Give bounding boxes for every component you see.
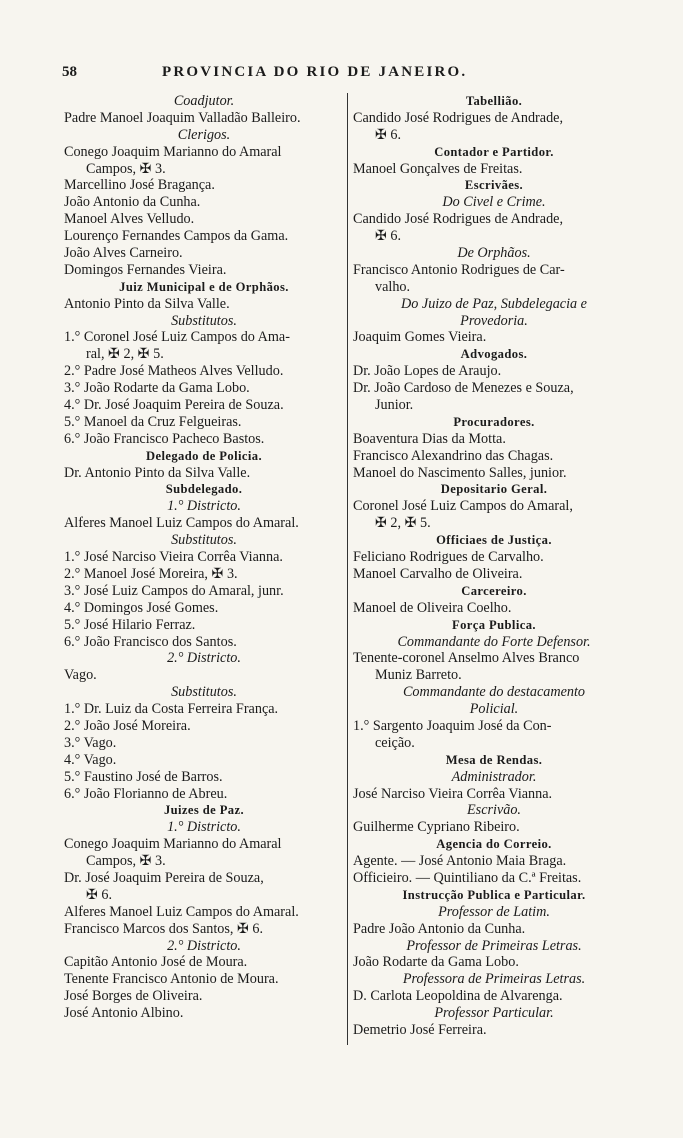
subheading: Professor Particular. xyxy=(434,1005,554,1022)
entry-line: 5.° Manoel da Cruz Felgueiras. xyxy=(64,413,242,430)
entry-line: Tenente Francisco Antonio de Moura. xyxy=(64,971,279,988)
entry-line: 4.° Domingos José Gomes. xyxy=(64,599,219,616)
section-heading: Tabellião. xyxy=(465,94,523,108)
subheading: Do Juizo de Paz, Subdelegacia e xyxy=(401,295,587,312)
subheading: Policial. xyxy=(469,701,519,718)
subheading: Substitutos. xyxy=(171,312,237,329)
entry-line: Guilherme Cypriano Ribeiro. xyxy=(353,819,520,836)
entry-line: 2.° João José Moreira. xyxy=(64,717,191,734)
entry-line: 6.° João Florianno de Abreu. xyxy=(64,785,228,802)
section-heading: Subdelegado. xyxy=(165,482,243,497)
right-column xyxy=(353,93,635,1039)
entry-line: Junior. xyxy=(375,397,414,414)
section-heading: Instrucção Publica e Particular. xyxy=(402,887,586,902)
section-heading: Força Publica. xyxy=(452,617,536,632)
entry-line: 4.° Vago. xyxy=(64,751,117,768)
section-heading: Contador e Partidor. xyxy=(434,144,554,159)
entry-line: João Rodarte da Gama Lobo. xyxy=(353,954,519,971)
entry-line: Dr. João Cardoso de Menezes e Souza, xyxy=(353,380,574,397)
section-heading: Carcereiro. xyxy=(461,583,527,598)
section-heading: Mesa de Rendas. xyxy=(445,752,543,767)
entry-line: Officieiro. — Quintiliano da C.ª Freitas. xyxy=(353,869,582,886)
subheading: Provedoria. xyxy=(460,312,528,329)
entry-line: Boaventura Dias da Motta. xyxy=(353,430,506,447)
entry-line: Francisco Alexandrino das Chagas. xyxy=(353,447,554,464)
entry-line: Coronel José Luiz Campos do Amaral, xyxy=(353,498,573,515)
entry-line: Antonio Pinto da Silva Valle. xyxy=(64,295,230,312)
entry-line: Alferes Manoel Luiz Campos do Amaral. xyxy=(64,515,299,532)
section-heading: Procuradores. xyxy=(453,414,535,429)
entry-line: 2.° Padre José Matheos Alves Velludo. xyxy=(64,363,284,380)
left-column xyxy=(64,93,344,1022)
entry-line: João Antonio da Cunha. xyxy=(64,194,201,211)
column-divider xyxy=(347,93,348,1045)
section-heading: Juiz Municipal e de Orphãos. xyxy=(119,279,289,294)
entry-line: ✠ 6. xyxy=(375,126,402,143)
entry-line: Manoel Gonçalves de Freitas. xyxy=(353,160,523,177)
subheading: Coadjutor. xyxy=(173,93,235,109)
entry-line: 3.° João Rodarte da Gama Lobo. xyxy=(64,380,250,397)
subheading: Substitutos. xyxy=(171,532,237,549)
entry-line: Candido José Rodrigues de Andrade, xyxy=(353,109,564,126)
entry-line: Campos, ✠ 3. xyxy=(86,853,166,870)
subheading: Do Civel e Crime. xyxy=(442,194,546,211)
entry-line: Alferes Manoel Luiz Campos do Amaral. xyxy=(64,903,299,920)
entry-line: ✠ 6. xyxy=(375,228,402,245)
entry-line: 3.° José Luiz Campos do Amaral, junr. xyxy=(64,582,284,599)
entry-line: Campos, ✠ 3. xyxy=(86,160,166,177)
subheading: Professora de Primeiras Letras. xyxy=(402,971,586,988)
subheading: Professor de Primeiras Letras. xyxy=(406,937,582,954)
entry-line: Dr. Antonio Pinto da Silva Valle. xyxy=(64,464,251,481)
page-number: 58 xyxy=(62,64,77,80)
subheading: 1.° Districto. xyxy=(167,498,241,515)
entry-line: Dr. João Lopes de Araujo. xyxy=(353,363,502,380)
entry-line: 3.° Vago. xyxy=(64,734,117,751)
entry-line: Manoel de Oliveira Coelho. xyxy=(353,599,512,616)
subheading: Clerigos. xyxy=(177,126,231,143)
subheading: 2.° Districto. xyxy=(167,937,241,954)
entry-line: Marcellino José Bragança. xyxy=(64,177,215,194)
subheading: De Orphãos. xyxy=(457,245,531,262)
entry-line: José Narciso Vieira Corrêa Vianna. xyxy=(353,785,553,802)
entry-line: Lourenço Fernandes Campos da Gama. xyxy=(64,228,289,245)
page-title: PROVINCIA DO RIO DE JANEIRO. xyxy=(162,64,468,80)
subheading: Professor de Latim. xyxy=(438,903,550,920)
entry-line: José Borges de Oliveira. xyxy=(64,988,203,1005)
subheading: Escrivão. xyxy=(467,802,521,819)
entry-line: 2.° Manoel José Moreira, ✠ 3. xyxy=(64,565,238,582)
entry-line: Tenente-coronel Anselmo Alves Branco xyxy=(353,650,580,667)
subheading: Commandante do destacamento xyxy=(402,684,586,701)
entry-line: Conego Joaquim Marianno do Amaral xyxy=(64,836,282,853)
entry-line: Dr. José Joaquim Pereira de Souza, xyxy=(64,869,264,886)
entry-line: Candido José Rodrigues de Andrade, xyxy=(353,211,564,228)
entry-line: 4.° Dr. José Joaquim Pereira de Souza. xyxy=(64,397,284,414)
subheading: 2.° Districto. xyxy=(167,650,241,667)
subheading: Substitutos. xyxy=(171,684,237,701)
entry-line: 6.° João Francisco Pacheco Bastos. xyxy=(64,430,265,447)
entry-line: Domingos Fernandes Vieira. xyxy=(64,261,227,278)
entry-line: Padre Manoel Joaquim Valladão Balleiro. xyxy=(64,109,301,126)
entry-line: Manoel Carvalho de Oliveira. xyxy=(353,565,523,582)
section-heading: Depositario Geral. xyxy=(440,482,548,497)
entry-line: 5.° Faustino José de Barros. xyxy=(64,768,223,785)
section-heading: Juizes de Paz. xyxy=(163,803,245,818)
entry-line: José Antonio Albino. xyxy=(64,1005,184,1022)
entry-line: 1.° Dr. Luiz da Costa Ferreira França. xyxy=(64,701,279,718)
entry-line: Muniz Barreto. xyxy=(375,667,462,684)
entry-line: Feliciano Rodrigues de Carvalho. xyxy=(353,549,544,566)
entry-line: Manoel do Nascimento Salles, junior. xyxy=(353,464,567,481)
entry-line: Vago. xyxy=(64,667,97,684)
entry-line: ✠ 6. xyxy=(86,886,113,903)
entry-line: ✠ 2, ✠ 5. xyxy=(375,515,431,532)
entry-line: 6.° João Francisco dos Santos. xyxy=(64,633,237,650)
entry-line: Conego Joaquim Marianno do Amaral xyxy=(64,143,282,160)
entry-line: 1.° José Narciso Vieira Corrêa Vianna. xyxy=(64,549,283,566)
entry-line: Francisco Antonio Rodrigues de Car- xyxy=(353,261,565,278)
page-header xyxy=(62,64,546,82)
section-heading: Escrivães. xyxy=(464,178,524,193)
entry-line: Demetrio José Ferreira. xyxy=(353,1021,487,1038)
section-heading: Officiaes de Justiça. xyxy=(436,533,552,548)
entry-line: 5.° José Hilario Ferraz. xyxy=(64,616,196,633)
entry-line: ral, ✠ 2, ✠ 5. xyxy=(86,346,164,363)
entry-line: João Alves Carneiro. xyxy=(64,245,183,262)
entry-line: D. Carlota Leopoldina de Alvarenga. xyxy=(353,988,563,1005)
entry-line: 1.° Sargento Joaquim José da Con- xyxy=(353,717,552,734)
subheading: Commandante do Forte Defensor. xyxy=(397,633,591,650)
section-heading: Delegado de Policia. xyxy=(145,448,263,463)
entry-line: 1.° Coronel José Luiz Campos do Ama- xyxy=(64,329,290,346)
subheading: Administrador. xyxy=(451,768,537,785)
subheading: 1.° Districto. xyxy=(167,819,241,836)
entry-line: Francisco Marcos dos Santos, ✠ 6. xyxy=(64,920,264,937)
entry-line: valho. xyxy=(375,278,411,295)
entry-line: Manoel Alves Velludo. xyxy=(64,211,195,228)
entry-line: Capitão Antonio José de Moura. xyxy=(64,954,248,971)
entry-line: Joaquim Gomes Vieira. xyxy=(353,329,487,346)
section-heading: Advogados. xyxy=(460,347,528,362)
entry-line: Padre João Antonio da Cunha. xyxy=(353,920,526,937)
entry-line: Agente. — José Antonio Maia Braga. xyxy=(353,853,567,870)
entry-line: ceição. xyxy=(375,734,415,751)
section-heading: Agencia do Correio. xyxy=(436,837,552,852)
